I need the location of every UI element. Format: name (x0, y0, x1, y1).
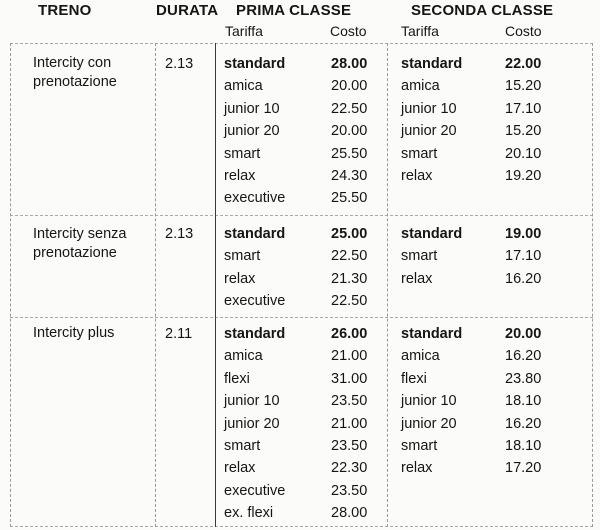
train-duration: 2.11 (165, 326, 193, 342)
divider-bottom (10, 526, 593, 527)
prima-tariffa: standard (224, 56, 286, 72)
prima-costo: 26.00 (331, 326, 368, 342)
prima-costo: 25.00 (331, 226, 368, 242)
prima-tariffa: standard (224, 326, 286, 342)
seconda-costo: 16.20 (505, 270, 542, 287)
header-tariffa-prima: Tariffa (225, 23, 263, 39)
train-name: Intercity plus (33, 325, 115, 341)
prima-costo: 23.50 (331, 438, 368, 454)
prima-tariffa: amica (224, 78, 263, 95)
train-name: Intercity con prenotazione (33, 55, 117, 90)
header-costo-seconda: Costo (505, 23, 542, 39)
prima-tariffa: executive (224, 190, 286, 207)
column-line-left (10, 43, 11, 527)
column-line-treno (155, 43, 156, 527)
seconda-costo: 17.10 (505, 100, 542, 117)
prima-costo: 28.00 (331, 505, 368, 522)
seconda-costo: 18.10 (505, 393, 542, 410)
prima-costo: 28.00 (331, 56, 368, 72)
seconda-costo: 20.00 (505, 326, 542, 342)
seconda-costo: 15.20 (505, 78, 542, 95)
seconda-tariffa: smart (401, 248, 438, 265)
header-seconda-classe: SECONDA CLASSE (411, 2, 554, 19)
header-tariffa-seconda: Tariffa (401, 23, 439, 39)
seconda-tariffa: standard (401, 56, 463, 72)
header-costo-prima: Costo (330, 23, 367, 39)
seconda-costo: 15.20 (505, 123, 542, 140)
prima-costo: 22.30 (331, 460, 368, 477)
prima-costo: 23.50 (331, 482, 368, 499)
prima-costo: 22.50 (331, 100, 368, 117)
prima-costo: 20.00 (331, 78, 368, 95)
seconda-tariffa: junior 20 (401, 123, 457, 140)
prima-costo: 23.50 (331, 393, 368, 410)
prima-costo: 31.00 (331, 370, 368, 387)
train-name: Intercity senza prenotazione (33, 226, 127, 261)
prima-costo: 24.30 (331, 168, 368, 184)
prima-costo: 21.30 (331, 270, 368, 287)
seconda-tariffa: junior 20 (401, 415, 457, 432)
seconda-tariffa: relax (401, 270, 433, 287)
seconda-costo: 19.20 (505, 168, 542, 184)
prima-costo: 21.00 (331, 348, 368, 365)
train-duration: 2.13 (165, 226, 194, 242)
seconda-costo: 22.00 (505, 56, 542, 72)
prima-tariffa: relax (224, 270, 256, 287)
divider-row-2 (10, 317, 593, 318)
seconda-costo: 16.20 (505, 348, 542, 365)
seconda-costo: 23.80 (505, 370, 542, 387)
column-line-prima (387, 43, 388, 527)
header-durata: DURATA (156, 2, 219, 19)
prima-tariffa: junior 20 (224, 123, 280, 140)
seconda-tariffa: standard (401, 226, 463, 242)
prima-tariffa: flexi (224, 370, 250, 387)
prima-costo: 25.50 (331, 145, 368, 162)
seconda-tariffa: smart (401, 438, 438, 454)
prima-costo: 22.50 (331, 293, 368, 310)
seconda-costo: 20.10 (505, 145, 542, 162)
train-duration: 2.13 (165, 56, 194, 72)
prima-tariffa: smart (224, 438, 261, 454)
prima-tariffa: relax (224, 460, 256, 477)
prima-tariffa: relax (224, 168, 256, 184)
header-treno: TRENO (38, 2, 92, 19)
seconda-tariffa: standard (401, 326, 463, 342)
seconda-tariffa: junior 10 (401, 100, 457, 117)
prima-costo: 22.50 (331, 248, 368, 265)
prima-costo: 21.00 (331, 415, 368, 432)
prima-tariffa: executive (224, 482, 286, 499)
seconda-costo: 17.20 (505, 460, 542, 477)
seconda-tariffa: amica (401, 348, 440, 365)
header-prima-classe: PRIMA CLASSE (236, 2, 352, 19)
prima-tariffa: smart (224, 145, 261, 162)
prima-tariffa: junior 10 (224, 100, 280, 117)
prima-tariffa: amica (224, 348, 263, 365)
seconda-costo: 17.10 (505, 248, 542, 265)
prima-tariffa: standard (224, 226, 286, 242)
divider-row-1 (10, 215, 593, 216)
prima-costo: 20.00 (331, 123, 368, 140)
seconda-tariffa: relax (401, 460, 433, 477)
prima-tariffa: junior 20 (224, 415, 280, 432)
seconda-tariffa: flexi (401, 370, 427, 387)
prima-tariffa: junior 10 (224, 393, 280, 410)
prima-tariffa: ex. flexi (224, 505, 274, 522)
seconda-tariffa: smart (401, 145, 438, 162)
divider-header (10, 43, 593, 44)
seconda-costo: 18.10 (505, 438, 542, 454)
column-line-durata (215, 43, 216, 527)
seconda-costo: 16.20 (505, 415, 542, 432)
seconda-tariffa: junior 10 (401, 393, 457, 410)
prima-tariffa: executive (224, 293, 286, 310)
prima-costo: 25.50 (331, 190, 368, 207)
column-line-right (592, 43, 593, 527)
seconda-tariffa: amica (401, 78, 440, 95)
prima-tariffa: smart (224, 248, 261, 265)
seconda-tariffa: relax (401, 168, 433, 184)
seconda-costo: 19.00 (505, 226, 542, 242)
